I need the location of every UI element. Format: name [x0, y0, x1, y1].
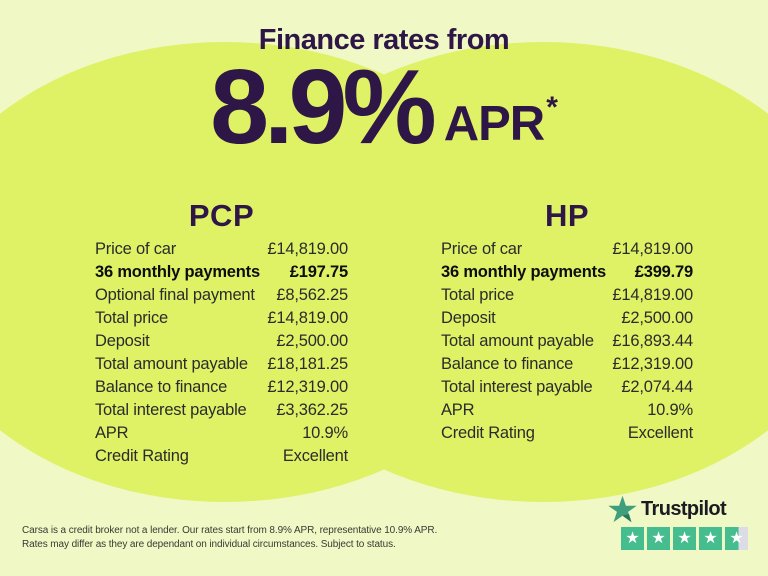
row-label: Optional final payment	[95, 286, 255, 304]
row-value: Excellent	[627, 424, 693, 442]
legal-disclaimer	[22, 524, 442, 551]
row-value: £14,819.00	[267, 240, 348, 258]
row-label: Total amount payable	[441, 332, 594, 350]
table-row	[441, 330, 693, 353]
table-row	[95, 445, 348, 468]
pcp-rows	[95, 238, 348, 468]
trustpilot-wordmark: Trustpilot	[641, 498, 727, 520]
row-value: £14,819.00	[612, 286, 693, 304]
row-value: £14,819.00	[267, 309, 348, 327]
row-value: £2,074.44	[621, 378, 693, 396]
hp-table	[441, 200, 693, 445]
row-value: 10.9%	[302, 424, 348, 442]
row-value: £197.75	[289, 263, 348, 281]
row-value: Excellent	[282, 447, 348, 465]
table-row	[441, 422, 693, 445]
row-value: £399.79	[634, 263, 693, 281]
disclaimer-line-2: Rates may differ as they are dependant on individual circumstances. Subject to status.	[22, 538, 396, 550]
row-label: Price of car	[441, 240, 523, 258]
row-value: 10.9%	[647, 401, 693, 419]
asterisk: *	[546, 91, 558, 124]
row-label: Credit Rating	[441, 424, 535, 442]
row-label: Deposit	[441, 309, 496, 327]
rating-star-icon	[673, 527, 696, 550]
rate-unit: APR*	[443, 91, 558, 151]
rating-half-star-icon	[725, 527, 748, 550]
row-label: 36 monthly payments	[95, 263, 260, 281]
table-row	[95, 261, 348, 284]
hp-table-title: HP	[544, 198, 590, 233]
row-label: APR	[441, 401, 475, 419]
headline-rate	[0, 48, 768, 166]
row-label: Balance to finance	[95, 378, 228, 396]
row-label: Total price	[95, 309, 169, 327]
row-value: £14,819.00	[612, 240, 693, 258]
table-row	[95, 238, 348, 261]
row-value: £2,500.00	[621, 309, 693, 327]
row-label: Total price	[441, 286, 515, 304]
row-value: £18,181.25	[267, 355, 348, 373]
disclaimer-line-1: Carsa is a credit broker not a lender. Our rates start from 8.9% APR, representative 10.9% APR.	[22, 525, 438, 536]
table-row	[441, 307, 693, 330]
table-row	[441, 376, 693, 399]
pcp-table-title: PCP	[188, 198, 255, 233]
table-row	[441, 284, 693, 307]
table-row	[95, 353, 348, 376]
trustpilot-logo	[608, 495, 756, 524]
banner-title: Finance rates from	[258, 24, 510, 56]
table-row	[95, 376, 348, 399]
row-value: £3,362.25	[276, 401, 348, 419]
rating-star-icon	[647, 527, 670, 550]
row-label: Balance to finance	[441, 355, 574, 373]
table-row	[95, 307, 348, 330]
row-label: Total interest payable	[441, 378, 593, 396]
pcp-table	[95, 200, 348, 468]
row-label: Credit Rating	[95, 447, 189, 465]
row-value: £2,500.00	[276, 332, 348, 350]
trustpilot-star-icon	[608, 495, 637, 524]
row-label: APR	[95, 424, 129, 442]
trustpilot-rating-stars	[621, 527, 756, 550]
row-label: Deposit	[95, 332, 150, 350]
rating-star-icon	[621, 527, 644, 550]
table-row	[441, 238, 693, 261]
row-label: Total amount payable	[95, 355, 248, 373]
table-row	[95, 399, 348, 422]
table-row	[441, 399, 693, 422]
row-value: £16,893.44	[612, 332, 693, 350]
trustpilot-badge	[608, 495, 756, 550]
table-row	[95, 422, 348, 445]
row-label: Price of car	[95, 240, 177, 258]
rating-star-icon	[699, 527, 722, 550]
hp-rows	[441, 238, 693, 445]
table-row	[95, 284, 348, 307]
table-row	[95, 330, 348, 353]
row-label: Total interest payable	[95, 401, 247, 419]
row-label: 36 monthly payments	[441, 263, 606, 281]
row-value: £12,319.00	[267, 378, 348, 396]
row-value: £8,562.25	[276, 286, 348, 304]
table-row	[441, 353, 693, 376]
table-row	[441, 261, 693, 284]
rate-value: 8.9%	[210, 48, 432, 166]
row-value: £12,319.00	[612, 355, 693, 373]
